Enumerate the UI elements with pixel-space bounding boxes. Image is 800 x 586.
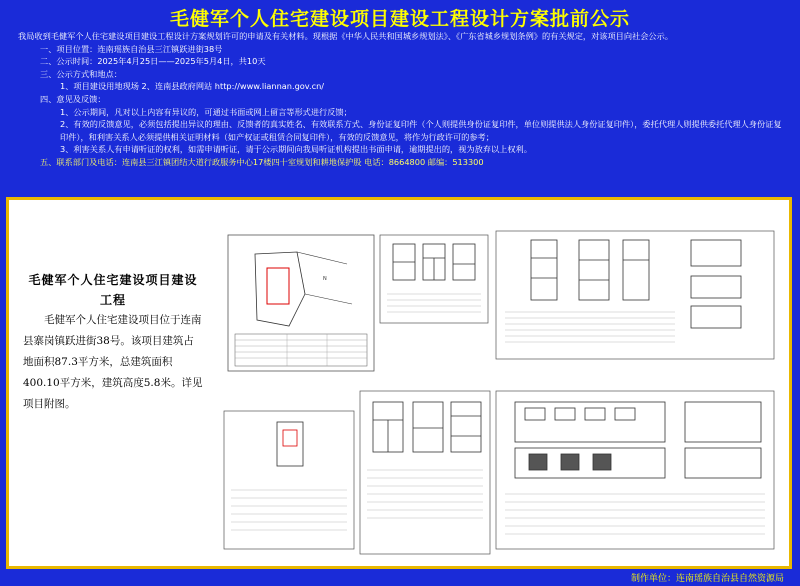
notice-feedback-3: 3、利害关系人有申请听证的权利，如需申请听证，请于公示期间向我局听证机构提出书面申请，逾期提出的，视为放弃以上权利。 xyxy=(60,144,532,155)
notice-method: 三、公示方式和地点： xyxy=(40,68,122,79)
notice-period: 二、公示时间：2025年4月25日——2025年5月4日，共10天 xyxy=(40,56,266,67)
notice-intro: 我局收到毛健军个人住宅建设项目建设工程设计方案规划许可的申请及有关材料。现根据《中华人民共和国城乡规划法》、《广东省城乡规划条例》的有关规定，对该项目向社会公示。 xyxy=(18,31,673,41)
notice-feedback: 四、意见及反馈： xyxy=(40,93,106,104)
notice-text xyxy=(18,30,788,169)
notice-feedback-2: 2、有效的反馈意见，必须包括提出异议的理由、反馈者的真实姓名、有效联系方式、身份证复印件（个人则提供身份证复印件，单位则提供法人身份证复印件），委托代理人则提供委托代理人身份证复印件），和利害关系人必须提供相关证明材料（如产权证或租赁合同复印件），有效的反馈意见，将作为行政许可的参考； xyxy=(60,119,782,142)
notice-feedback-1: 1、公示期间，凡对以上内容有异议的，可通过书面或网上留言等形式进行反馈； xyxy=(60,106,352,117)
drawing-ground-plan xyxy=(223,410,355,550)
footer-producer: 制作单位：连南瑶族自治县自然资源局 xyxy=(630,574,784,584)
project-description xyxy=(23,270,203,415)
project-body: 毛健军个人住宅建设项目位于连南县寨岗镇跃进街38号。该项目建筑占地面积87.3平方米，总建筑面积400.10平方米，建筑高度5.8米。详见项目附图。 xyxy=(23,314,203,410)
svg-text:N: N xyxy=(323,276,327,282)
drawing-floor-plans xyxy=(379,234,489,324)
drawing-elevations xyxy=(495,230,775,360)
notice-location: 一、项目位置：连南瑶族自治县三江镇跃进街38号 xyxy=(40,43,223,54)
notice-contact: 五、联系部门及电话：连南县三江镇团结大道行政服务中心17楼四十室规划和耕地保护股 电话：8664800 邮编：513300 xyxy=(40,156,484,167)
drawing-building-elevations xyxy=(495,390,775,550)
drawing-site-plan xyxy=(227,234,375,372)
page-title: 毛健军个人住宅建设项目建设工程设计方案批前公示 xyxy=(169,8,630,30)
notice-method-items: 1、项目建设用地现场 2、连南县政府网站 http://www.liannan.gov.cn/ xyxy=(60,81,325,92)
project-heading: 毛健军个人住宅建设项目建设工程 xyxy=(28,273,198,307)
drawing-sections xyxy=(359,390,491,555)
drawing-board xyxy=(6,197,792,569)
